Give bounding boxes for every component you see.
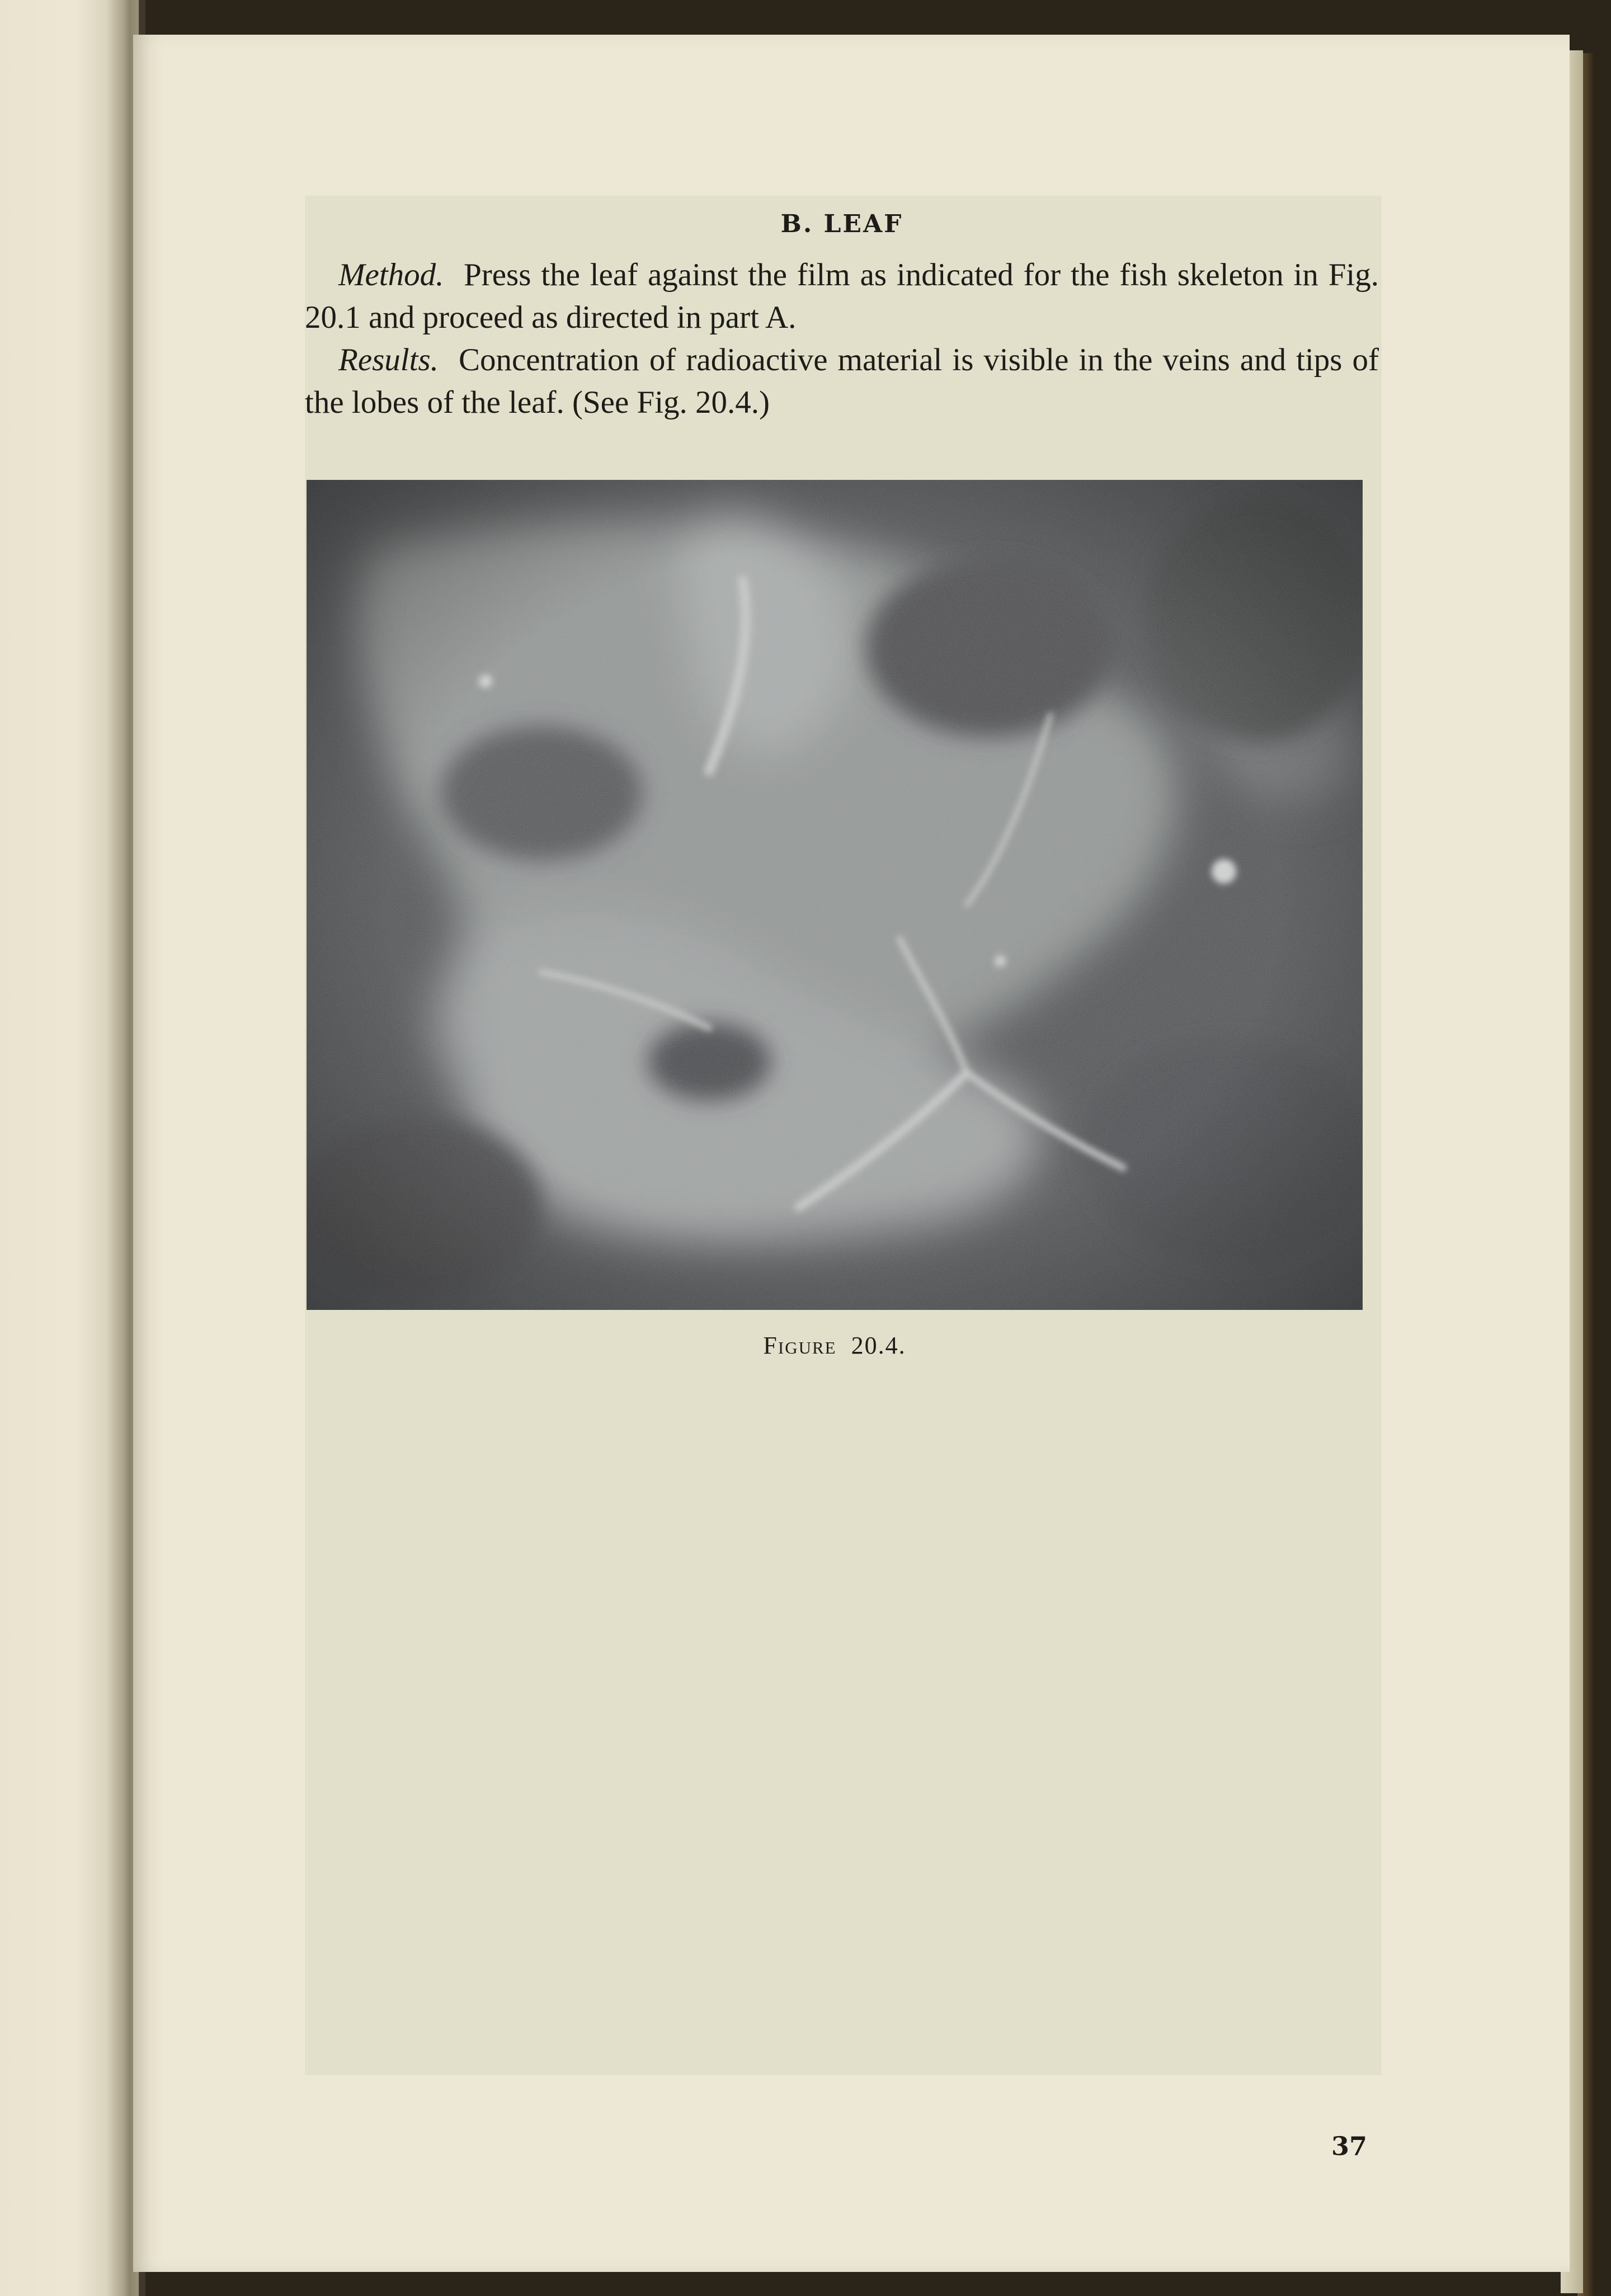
results-paragraph xyxy=(305,339,1379,424)
method-text: Press the leaf against the film as indicated for the fish skeleton in Fig. 20.1 and proceed as directed in part A. xyxy=(305,257,1379,335)
leaf-autoradiograph-photo xyxy=(307,480,1363,1310)
results-label: Results. xyxy=(338,342,439,378)
results-text: Concentration of radioactive material is visible in the veins and tips of the lobes of the leaf. (See Fig. 20.4.) xyxy=(305,342,1379,420)
page-number: 37 xyxy=(1331,2131,1368,2161)
section-heading: B. LEAF xyxy=(780,210,903,238)
method-paragraph xyxy=(305,254,1379,339)
figure-caption-number: 20.4. xyxy=(851,1332,906,1359)
page-text-block xyxy=(305,210,1379,424)
figure-caption xyxy=(307,1331,1363,1360)
method-label: Method. xyxy=(338,257,444,293)
figure-caption-word: Figure xyxy=(763,1332,837,1359)
autoradiograph-image xyxy=(307,480,1363,1310)
